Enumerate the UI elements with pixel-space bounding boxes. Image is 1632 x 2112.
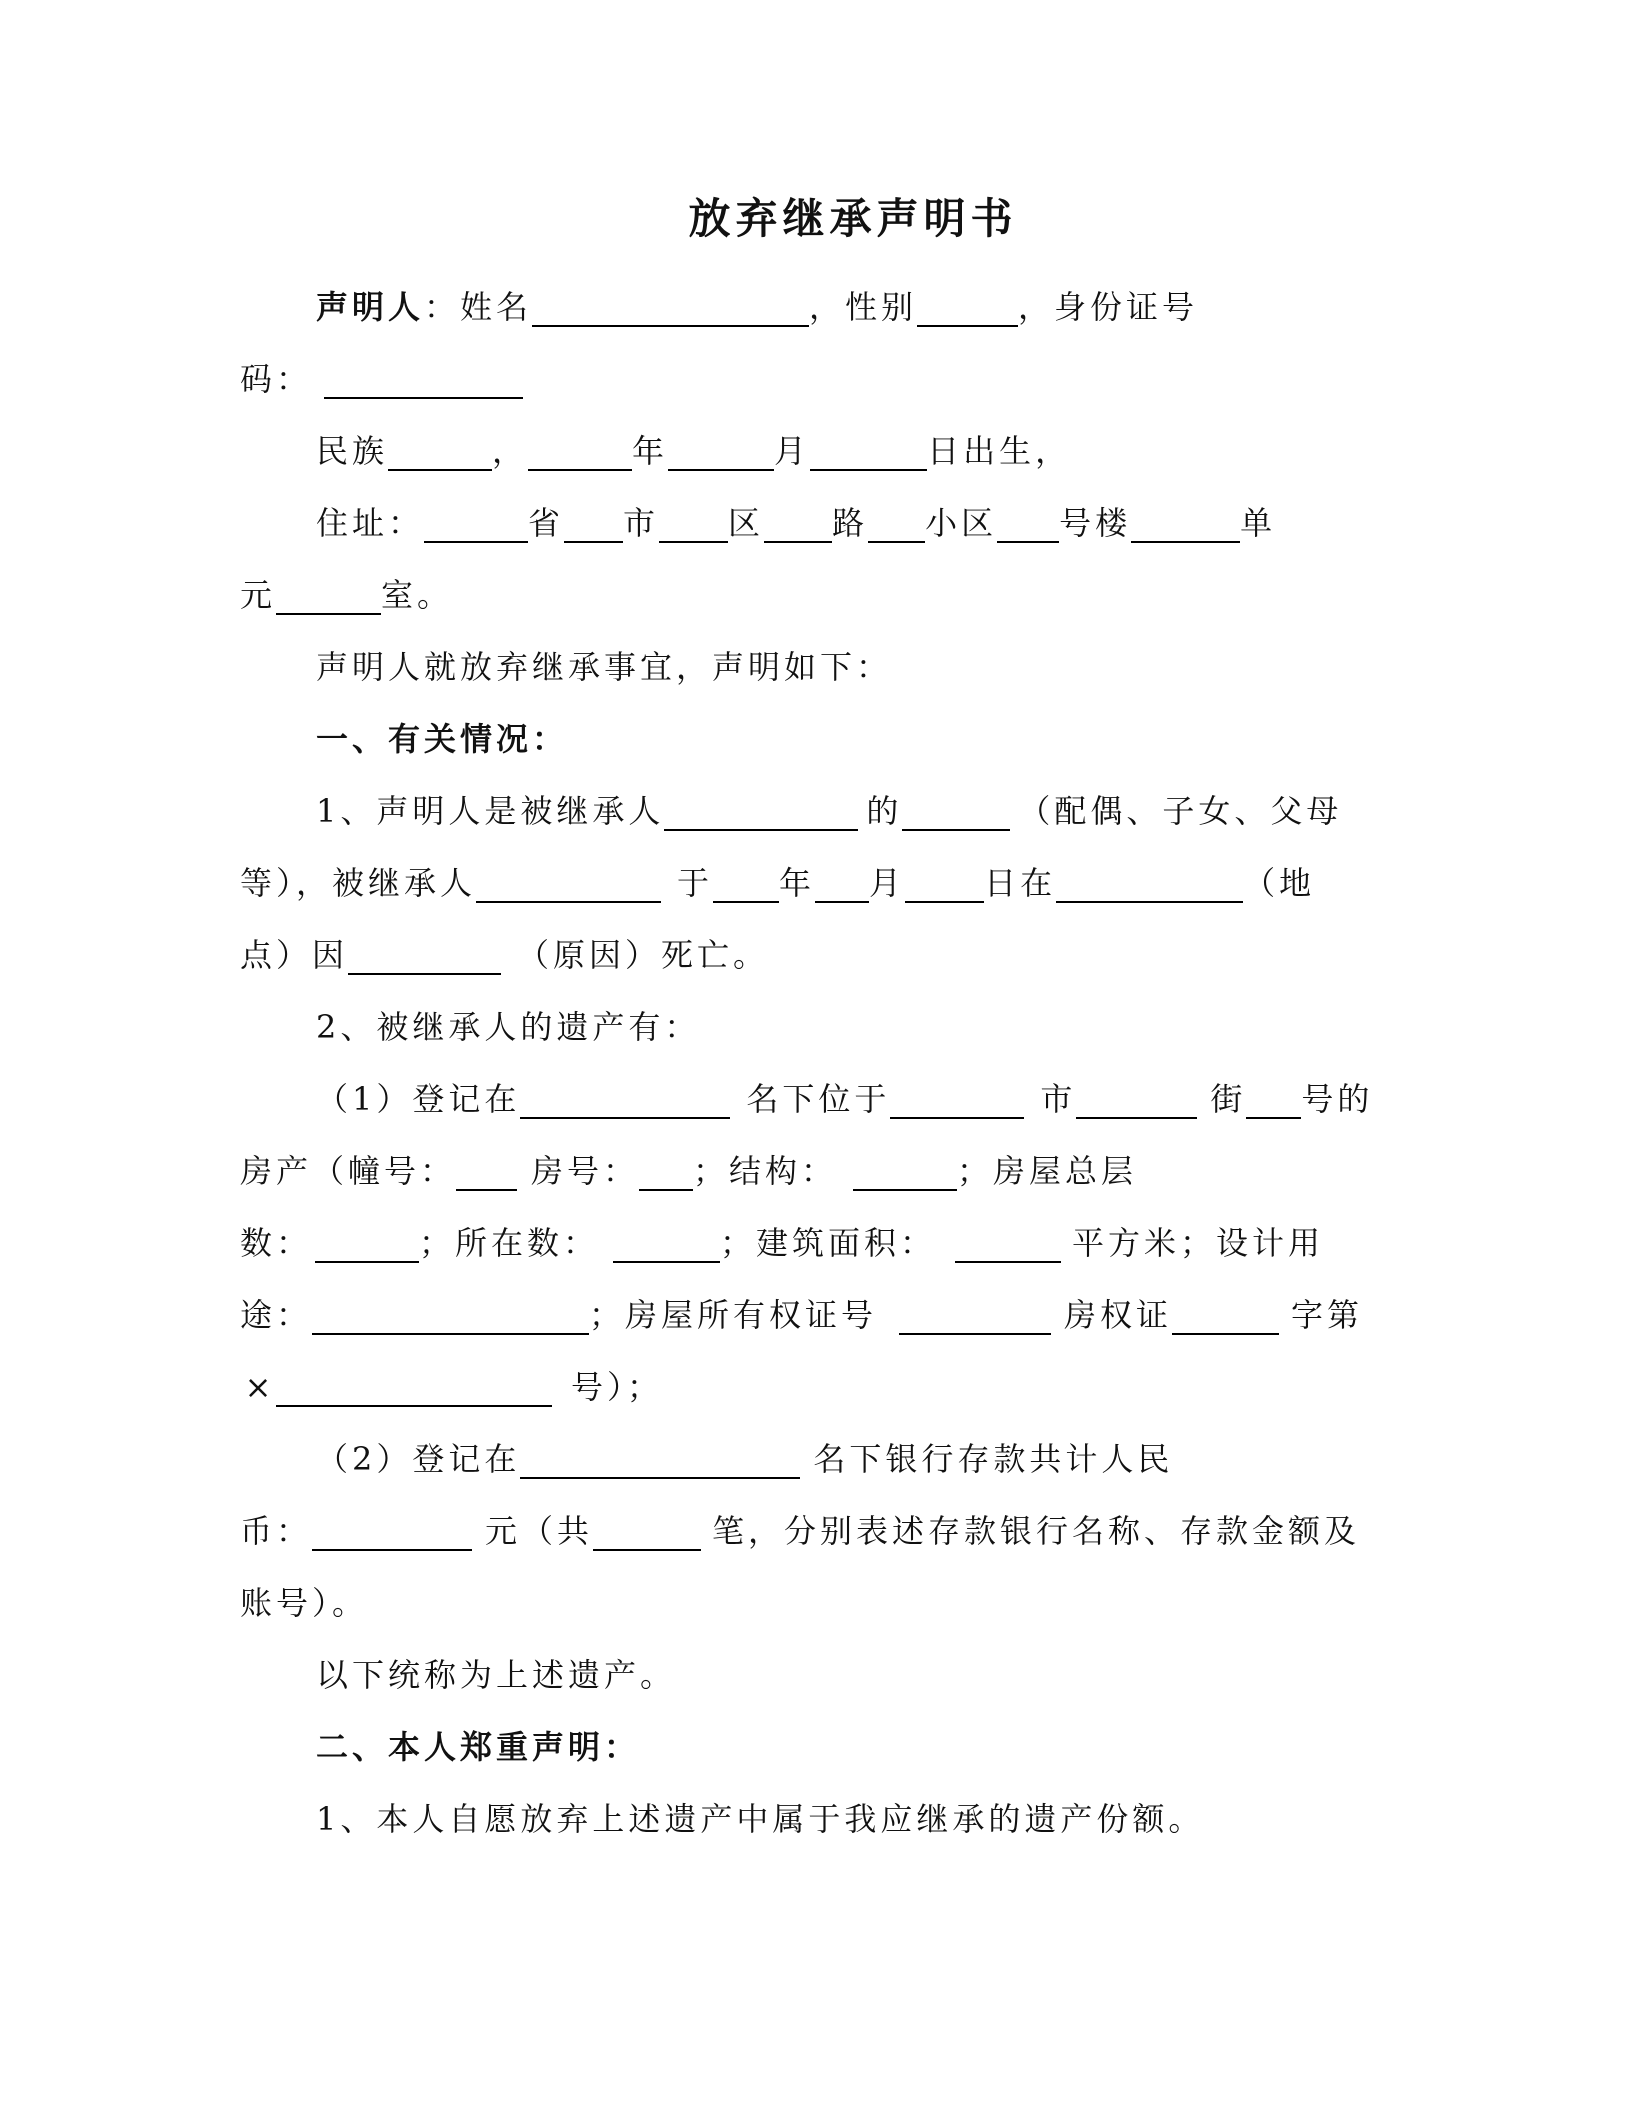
line-text: 区	[728, 504, 765, 542]
blank-field	[424, 503, 528, 543]
blank-field	[1172, 1295, 1279, 1335]
blank-field	[868, 503, 925, 543]
section-heading: 一、有关情况：	[316, 720, 569, 758]
line-text: 民族	[316, 432, 389, 470]
text-line	[316, 1655, 676, 1695]
line-text: 月	[774, 432, 811, 470]
blank-field	[639, 1151, 693, 1191]
line-text: 房号：	[531, 1152, 640, 1190]
line-text: 月	[869, 864, 906, 902]
line-text: 1、本人自愿放弃上述遗产中属于我应继承的遗产份额。	[316, 1800, 1205, 1838]
line-text: 号的	[1301, 1080, 1374, 1118]
line-text: 路	[832, 504, 869, 542]
blank-field	[1131, 503, 1240, 543]
line-text: 元	[240, 576, 277, 614]
line-text: 点）因	[240, 936, 349, 974]
line-text: 日在	[984, 864, 1057, 902]
line-text: 市	[1040, 1080, 1077, 1118]
blank-field	[564, 503, 623, 543]
line-text: 字第	[1291, 1296, 1364, 1334]
line-text: 号楼	[1059, 504, 1132, 542]
line-text: 声明人就放弃继承事宜，声明如下：	[316, 648, 893, 686]
blank-field	[1056, 863, 1243, 903]
line-text: 1、声明人是被继承人	[316, 792, 665, 830]
text-line	[240, 1583, 368, 1623]
line-text: 等），被继承人	[240, 864, 477, 902]
blank-field	[312, 1511, 472, 1551]
blank-field	[668, 431, 774, 471]
line-text: ；建筑面积：	[720, 1224, 937, 1262]
blank-field	[890, 1079, 1024, 1119]
blank-field	[955, 1223, 1061, 1263]
line-text: 日出生，	[927, 432, 1072, 470]
text-line	[316, 431, 1071, 471]
text-line	[240, 575, 453, 615]
text-line	[240, 1151, 1137, 1191]
blank-field	[764, 503, 832, 543]
blank-field	[476, 863, 661, 903]
text-line	[316, 1007, 700, 1047]
blank-field	[528, 431, 632, 471]
blank-field	[276, 1367, 552, 1407]
line-text: 途：	[240, 1296, 313, 1334]
blank-field	[997, 503, 1059, 543]
line-text: 的	[866, 792, 903, 830]
blank-field	[532, 287, 809, 327]
line-text: 于	[677, 864, 714, 902]
line-text: 年	[779, 864, 816, 902]
text-line	[316, 1799, 1204, 1839]
blank-field	[815, 863, 869, 903]
line-text: ：姓名	[424, 288, 533, 326]
blank-field	[593, 1511, 701, 1551]
line-text: 笔，分别表述存款银行名称、存款金额及	[712, 1512, 1361, 1550]
line-text: 小区	[925, 504, 998, 542]
line-text: 账号）。	[240, 1584, 369, 1622]
blank-field	[315, 1223, 419, 1263]
line-text: 币：	[240, 1512, 313, 1550]
line-text: 住址：	[316, 504, 425, 542]
line-text: ；房屋总层	[957, 1152, 1138, 1190]
text-line	[316, 791, 1342, 831]
text-line	[316, 719, 568, 759]
text-line	[240, 1511, 1360, 1551]
multiply-sign: ×	[244, 1368, 272, 1406]
line-text: 年	[632, 432, 669, 470]
blank-field	[1076, 1079, 1197, 1119]
line-text: ，性别	[809, 288, 918, 326]
text-line	[316, 1439, 1173, 1479]
line-text: （2）登记在	[316, 1440, 521, 1478]
text-line	[316, 1079, 1373, 1119]
line-text: 平方米；设计用	[1072, 1224, 1325, 1262]
blank-field	[324, 359, 523, 399]
blank-field	[520, 1079, 730, 1119]
line-text: 街	[1210, 1080, 1247, 1118]
text-line	[240, 359, 523, 399]
blank-field	[276, 575, 381, 615]
line-text: 房产（幢号：	[240, 1152, 457, 1190]
line-text: ；结构：	[693, 1152, 838, 1190]
line-text: 元（共	[485, 1512, 594, 1550]
blank-field	[713, 863, 779, 903]
text-line	[240, 1367, 663, 1407]
line-text: 数：	[240, 1224, 313, 1262]
document-title: 放弃继承声明书	[688, 194, 1018, 243]
blank-field	[1246, 1079, 1301, 1119]
line-text: ，	[492, 432, 529, 470]
line-text: ；所在数：	[419, 1224, 600, 1262]
blank-field	[905, 863, 984, 903]
blank-field	[902, 791, 1010, 831]
blank-field	[810, 431, 927, 471]
text-line	[240, 863, 1315, 903]
blank-field	[348, 935, 501, 975]
line-text: 号）；	[571, 1368, 664, 1406]
text-line	[316, 1727, 640, 1767]
blank-field	[899, 1295, 1051, 1335]
blank-field	[520, 1439, 800, 1479]
line-text: ，身份证号	[1018, 288, 1199, 326]
text-line	[240, 1295, 1363, 1335]
text-line	[240, 1223, 1324, 1263]
blank-field	[853, 1151, 957, 1191]
text-line	[316, 287, 1198, 327]
line-text: （1）登记在	[316, 1080, 521, 1118]
blank-field	[613, 1223, 720, 1263]
line-text: 单	[1240, 504, 1277, 542]
line-text: 房权证	[1064, 1296, 1173, 1334]
line-text: 2、被继承人的遗产有：	[316, 1008, 701, 1046]
text-line	[316, 647, 892, 687]
blank-field	[312, 1295, 589, 1335]
declarant-label: 声明人	[316, 288, 425, 326]
blank-field	[388, 431, 492, 471]
line-text: 名下位于	[746, 1080, 891, 1118]
line-text: 以下统称为上述遗产。	[316, 1656, 677, 1694]
text-line	[316, 503, 1276, 543]
blank-field	[917, 287, 1018, 327]
text-line	[240, 935, 769, 975]
line-text: 名下银行存款共计人民	[813, 1440, 1174, 1478]
blank-field	[456, 1151, 517, 1191]
blank-field	[664, 791, 858, 831]
line-text: （原因）死亡。	[517, 936, 770, 974]
blank-field	[659, 503, 728, 543]
line-text: 省	[528, 504, 565, 542]
line-text: 市	[623, 504, 660, 542]
section-heading: 二、本人郑重声明：	[316, 1728, 641, 1766]
line-text: 室。	[381, 576, 454, 614]
line-text: （地	[1243, 864, 1316, 902]
line-text: ；房屋所有权证号	[589, 1296, 878, 1334]
line-text: 码：	[240, 360, 313, 398]
line-text: （配偶、子女、父母	[1018, 792, 1343, 830]
